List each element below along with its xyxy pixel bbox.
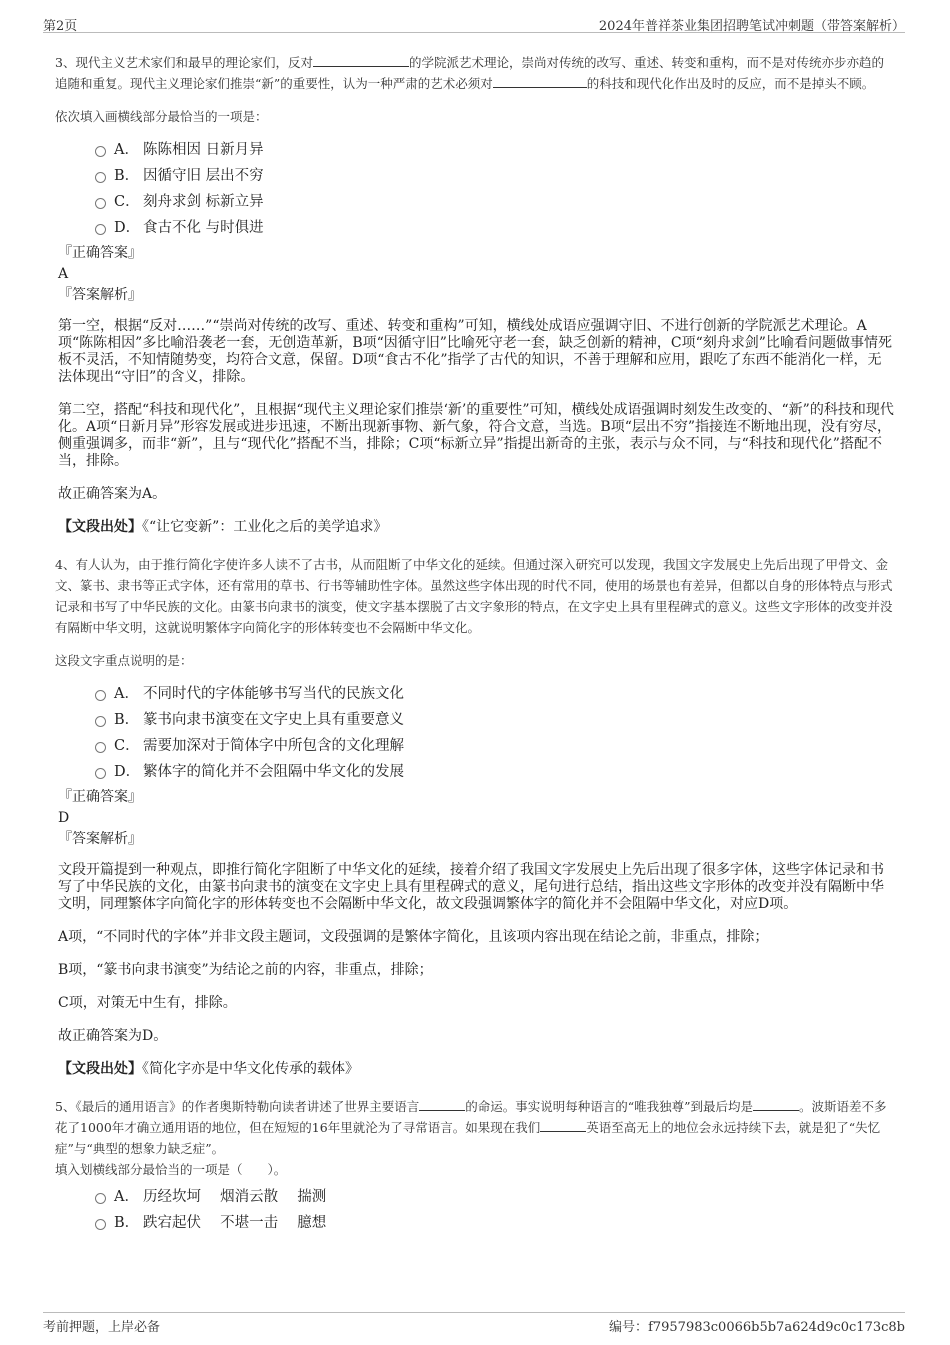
footer-motto: 考前押题，上岸必备	[43, 1320, 161, 1335]
option-b[interactable]: B． 篆书向隶书演变在文字史上具有重要意义	[95, 707, 895, 733]
question-5-options	[95, 1184, 895, 1236]
fill-blank	[419, 1097, 465, 1111]
source-citation: 【文段出处】《“让它变新”：工业化之后的美学追求》	[58, 519, 388, 535]
fill-blank	[753, 1097, 799, 1111]
analysis-paragraph: 第二空，搭配“科技和现代化”，且根据“现代主义理论家们推崇‘新’的重要性”可知，横线处成语强调时刻发生改变的、“新”的科技和现代化。A项“日新月异”形容发展或进步迅速，不断出现新事物、新气象，符合文意，当选。B项“层出不穷”指接连不断地出现，没有穷尽，侧重强调多，而非“新”，且与“现代化”搭配不当，排除；C项“标新立异”指提出新奇的主张，表示与众不同，与“科技和现代化”搭配不当，排除。	[58, 402, 894, 469]
page-number: 第2页	[43, 19, 78, 34]
analysis-paragraph: 故正确答案为D。	[58, 1028, 168, 1044]
radio-icon[interactable]	[95, 768, 106, 779]
analysis-paragraph: B项，“篆书向隶书演变”为结论之前的内容，非重点，排除；	[58, 962, 433, 978]
question-4	[55, 554, 895, 1078]
fill-blank	[493, 74, 587, 88]
fill-blank	[540, 1118, 586, 1132]
fill-blank	[313, 53, 409, 67]
option-b[interactable]: B． 因循守旧 层出不穷	[95, 163, 895, 189]
option-b[interactable]: B． 跌宕起伏 不堪一击 臆想	[95, 1210, 895, 1236]
document-code: 编号：f7957983c0066b5b7a624d9c0c173c8b	[609, 1320, 905, 1335]
question-4-stem: 4、有人认为，由于推行简化字使许多人读不了古书，从而阻断了中华文化的延续。但通过深入研究可以发现，我国文字发展史上先后出现了甲骨文、金文、篆书、隶书等正式字体，还有常用的草书、行书等辅助性字体。虽然这些字体出现的时代不同，使用的场景也有差异，但都以自身的形体特点与形式记录和书写了中华民族的文化。由篆书向隶书的演变，使文字基本摆脱了古文字象形的特点，在文字史上具有里程碑式的意义。这些文字形体的改变并没有隔断中华文明，这就说明繁体字向简化字的形体转变也不会隔断中华文化。	[55, 557, 893, 635]
document-title: 2024年普祥茶业集团招聘笔试冲刺题（带答案解析）	[598, 19, 905, 34]
source-citation: 【文段出处】《简化字亦是中华文化传承的载体》	[58, 1061, 359, 1077]
radio-icon[interactable]	[95, 1219, 106, 1230]
radio-icon[interactable]	[95, 198, 106, 209]
radio-icon[interactable]	[95, 742, 106, 753]
question-3-stem: 3、现代主义艺术家们和最早的理论家们，反对 的学院派艺术理论，崇尚对传统的改写、重述、转变和重构，而不是对传统亦步亦趋的追随和重复。现代主义理论家们推崇“新”的重要性，认为一种严肃的艺术必须对 的科技和现代化作出及时的反应，而不是掉头不顾。	[55, 55, 884, 91]
option-a[interactable]: A． 陈陈相因 日新月异	[95, 137, 895, 163]
analysis-paragraph: 第一空，根据“反对……”“崇尚对传统的改写、重述、转变和重构”可知，横线处成语应强调守旧、不进行创新的学院派艺术理论。A项“陈陈相因”多比喻沿袭老一套，无创造革新，B项“因循守旧”比喻死守老一套，缺乏创新的精神，C项“刻舟求剑”比喻看问题做事情死板不灵活，不知情随势变，均符合文意，保留。D项“食古不化”指学了古代的知识，不善于理解和应用，跟吃了东西不能消化一样，无法体现出“守旧”的含义，排除。	[58, 318, 892, 385]
analysis-paragraph: A项，“不同时代的字体”并非文段主题词，文段强调的是繁体字简化，且该项内容出现在结论之前，非重点，排除；	[58, 929, 769, 945]
question-3-prompt: 依次填入画横线部分最恰当的一项是：	[55, 109, 268, 124]
correct-answer-label: 『正确答案』	[58, 789, 142, 805]
correct-answer-label: 『正确答案』	[58, 245, 142, 261]
question-5-prompt: 填入划横线部分最恰当的一项是（ ）。	[55, 1162, 287, 1177]
document-body	[55, 52, 895, 1236]
question-3-options	[95, 137, 895, 241]
correct-answer: D	[58, 810, 70, 826]
analysis-label: 『答案解析』	[58, 831, 142, 847]
option-a[interactable]: A． 不同时代的字体能够书写当代的民族文化	[95, 681, 895, 707]
radio-icon[interactable]	[95, 716, 106, 727]
page-header	[43, 10, 905, 33]
radio-icon[interactable]	[95, 1193, 106, 1204]
analysis-paragraph: 文段开篇提到一种观点，即推行简化字阻断了中华文化的延续，接着介绍了我国文字发展史上先后出现了很多字体，这些字体记录和书写了中华民族的文化，由篆书向隶书的演变在文字史上具有里程碑式的意义，尾句进行总结，指出这些文字形体的改变并没有隔断中华文明，同理繁体字向简化字的形体转变也不会隔断中华文化，故文段强调繁体字的简化并不会阻隔中华文化，对应D项。	[58, 862, 884, 912]
option-c[interactable]: C． 刻舟求剑 标新立异	[95, 189, 895, 215]
radio-icon[interactable]	[95, 224, 106, 235]
radio-icon[interactable]	[95, 690, 106, 701]
analysis-paragraph: 故正确答案为A。	[58, 486, 167, 502]
question-3	[55, 52, 895, 536]
question-5	[55, 1096, 895, 1236]
option-d[interactable]: D． 食古不化 与时俱进	[95, 215, 895, 241]
option-a[interactable]: A． 历经坎坷 烟消云散 揣测	[95, 1184, 895, 1210]
correct-answer: A	[58, 266, 69, 282]
analysis-paragraph: C项，对策无中生有，排除。	[58, 995, 237, 1011]
option-c[interactable]: C． 需要加深对于简体字中所包含的文化理解	[95, 733, 895, 759]
analysis-label: 『答案解析』	[58, 287, 142, 303]
question-4-options	[95, 681, 895, 785]
question-5-stem: 5、《最后的通用语言》的作者奥斯特勒向读者讲述了世界主要语言 的命运。事实说明每种语言的“唯我独尊”到最后均是 。波斯语差不多花了1000年才确立通用语的地位，但在短短的16年里就沦为了寻常语言。如果现在我们 英语至高无上的地位会永远持续下去，就是犯了“失忆症”与“典型的想象力缺乏症”。	[55, 1099, 887, 1156]
radio-icon[interactable]	[95, 172, 106, 183]
option-d[interactable]: D． 繁体字的简化并不会阻隔中华文化的发展	[95, 759, 895, 785]
question-4-prompt: 这段文字重点说明的是：	[55, 653, 193, 668]
page-footer	[43, 1312, 905, 1339]
radio-icon[interactable]	[95, 146, 106, 157]
